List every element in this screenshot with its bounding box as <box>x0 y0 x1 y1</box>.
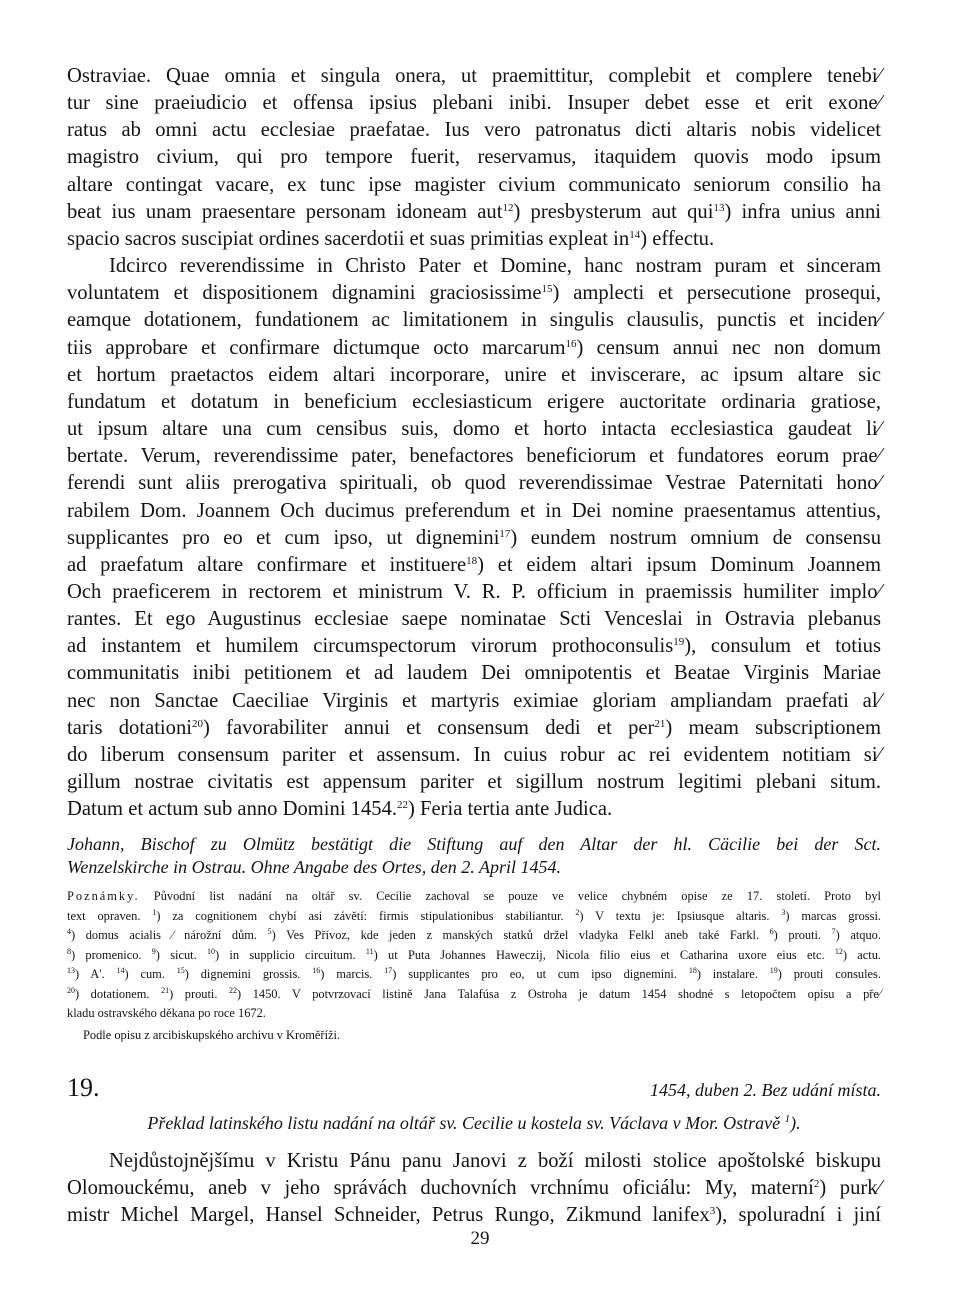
text-segment: fundatum et dotatum in beneficium ecclesiasticum erigere auctoritate ordinaria gratiose, <box>67 390 881 413</box>
note-text: ) prouti. <box>773 928 832 943</box>
document-date: 1454, duben 2. Bez udání místa. <box>650 1079 881 1100</box>
text-segment: eamque dotationem, fundationem ac limitationem in singulis clausulis, punctis et inciden⁄ <box>67 309 881 332</box>
footnote-ref: 14 <box>629 228 641 241</box>
note-number: 5 <box>267 927 272 937</box>
text-segment: Idcirco reverendissime in Christo Pater et Domine, hanc nostram puram et sinceram <box>109 255 881 278</box>
document-title <box>67 1113 881 1134</box>
text-segment: Olomouckému, aneb v jeho správách duchovních vrchnímu oficiálu: My, materní <box>67 1177 814 1200</box>
note-text: ) dignemini grossis. <box>184 967 313 982</box>
note-text: Původní list nadání na oltář sv. Cecilie zachoval se pouze ve velice chybném opise ze 17. století. Proto byl <box>139 889 881 904</box>
text-segment: bertate. Verum, reverendissime pater, benefactores beneficiorum et fundatores eorum prae⁄ <box>67 445 881 468</box>
note-text: ) instalare. <box>696 967 770 982</box>
text-segment: ) favorabiliter annui et consensum dedi et per <box>202 716 655 739</box>
text-segment: ) presbysterum aut qui <box>513 200 714 223</box>
note-line <box>67 985 881 1005</box>
page-content <box>67 63 881 1229</box>
text-line <box>67 1202 881 1229</box>
text-line <box>67 1175 881 1202</box>
note-text: ) za cognitionem chybí asi závětí: firmis stipulationibus stabiliantur. <box>156 908 576 923</box>
note-number: 4 <box>67 927 71 937</box>
text-line <box>67 796 881 823</box>
note-number: 20 <box>67 985 75 995</box>
text-line <box>67 498 881 525</box>
czech-translation <box>67 1148 881 1229</box>
text-segment: ratus ab omni actu ecclesiae praefatae. Ius vero patronatus dicti altaris nobis videlicet <box>67 119 881 142</box>
note-text: ) dotationem. <box>75 986 162 1001</box>
document-heading <box>67 1073 881 1103</box>
title-text: Překlad latinského listu nadání na oltář sv. Cecilie u kostela sv. Václava v Mor. Ostravě <box>147 1112 785 1133</box>
note-text: ) supplicantes pro eo, ut cum ipso dignemini. <box>392 967 689 982</box>
footnote-ref: 18 <box>466 554 478 567</box>
latin-paragraph-2 <box>67 253 881 823</box>
text-segment: ) amplecti et persecutione prosequi, <box>552 282 881 305</box>
text-segment: voluntatem et dispositionem dignamini graciosissime <box>67 282 542 305</box>
text-line <box>67 579 881 606</box>
note-text: ) cum. <box>124 967 177 982</box>
note-text: ) domus acialis ⁄ nárožní dům. <box>71 928 268 943</box>
note-number: 10 <box>206 946 215 956</box>
text-segment: ad instantem et humilem circumspectorum virorum prothoconsulis <box>67 635 674 658</box>
text-line <box>67 280 881 307</box>
text-line <box>67 253 881 280</box>
text-segment: Datum et actum sub anno Domini 1454. <box>67 798 398 821</box>
text-line <box>67 742 881 769</box>
note-text: ) V textu je: Ipsiusque altaris. <box>579 908 782 923</box>
text-segment: ad praefatum altare confirmare et instituere <box>67 553 467 576</box>
text-line <box>67 172 881 199</box>
note-text: ) Ves Přívoz, kde jeden z manských statků držel vladyka Felkl aneb také Farkl. <box>271 928 770 943</box>
text-segment: nec non Sanctae Caeciliae Virginis et martyris eximiae gloriam ampliandam praefati al⁄ <box>67 689 881 712</box>
note-number: 2 <box>575 907 580 917</box>
page-number: 29 <box>470 1228 490 1249</box>
text-segment: mistr Michel Margel, Hansel Schneider, Petrus Rungo, Zikmund lanifex <box>67 1204 710 1227</box>
text-line <box>67 715 881 742</box>
note-number: 17 <box>384 966 393 976</box>
text-line <box>67 525 881 552</box>
text-segment: supplicantes pro eo et cum ipso, ut dignemini <box>67 526 500 549</box>
text-line <box>67 226 881 253</box>
text-segment: spacio sacros suscipiat ordines sacerdotii et suas primitias expleat in <box>67 227 630 250</box>
text-line <box>67 90 881 117</box>
text-line <box>67 606 881 633</box>
note-text: ) sicut. <box>155 947 207 962</box>
note-text: ) atquo. <box>835 928 881 943</box>
text-line <box>67 199 881 226</box>
note-line <box>67 1004 881 1024</box>
footnote-ref: 15 <box>541 283 553 296</box>
text-segment: ut ipsum altare una cum censibus suis, domo et horto intacta ecclesiastica gaudeat li⁄ <box>67 418 881 441</box>
text-line <box>67 769 881 796</box>
text-segment: Ostraviae. Quae omnia et singula onera, ut praemittitur, complebit et complere tenebi⁄ <box>67 65 881 87</box>
text-line <box>67 63 881 90</box>
title-text: ). <box>790 1112 801 1133</box>
text-segment: Och praeficerem in rectorem et ministrum V. R. P. officium in praemissis humiliter implo⁄ <box>67 580 881 603</box>
text-line <box>67 307 881 334</box>
text-line <box>67 389 881 416</box>
footnote-ref: 1 <box>784 1112 791 1125</box>
note-text: ) promenico. <box>71 947 152 962</box>
text-line <box>67 416 881 443</box>
text-segment: ), consulum et totius <box>684 635 881 658</box>
text-segment: gillum nostrae civitatis est appensum pariter et sigillum nostrum legitimi plebani situm. <box>67 771 881 794</box>
text-segment: tiis approbare et confirmare dictumque octo marcarum <box>67 336 566 359</box>
text-segment: ) effectu. <box>640 227 715 250</box>
footnote-ref: 22 <box>397 799 409 812</box>
note-text: ) prouti. <box>169 986 230 1001</box>
text-segment: magistro civium, qui pro tempore fuerit, reservamus, itaquidem quovis modo ipsum <box>67 146 881 169</box>
footnote-ref: 17 <box>499 527 511 540</box>
text-line <box>67 443 881 470</box>
text-segment: ) infra unius anni <box>724 200 881 223</box>
footnote-ref: 21 <box>654 717 666 730</box>
note-text: ) 1450. V potvrzovací listině Jana Talafúsa z Ostroha je datum 1454 shodné s letopočtem opisu a pře⁄ <box>237 986 881 1001</box>
text-line <box>67 470 881 497</box>
footnote-ref: 3 <box>709 1205 716 1218</box>
german-summary <box>67 833 881 879</box>
text-line <box>67 144 881 171</box>
note-text: kladu ostravského děkana po roce 1672. <box>67 1006 266 1021</box>
note-number: 22 <box>229 985 238 995</box>
note-number: 18 <box>688 966 697 976</box>
document-number: 19. <box>67 1072 100 1102</box>
text-segment: et hortum praetactos eidem altari incorporare, unire et inviscerare, ac ipsum altare sic <box>67 363 881 386</box>
text-line <box>67 688 881 715</box>
text-segment: Nejdůstojnějšímu v Kristu Pánu panu Janovi z boží milosti stolice apoštolské biskupu <box>109 1149 881 1172</box>
footnote-ref: 12 <box>502 201 514 214</box>
text-segment: ) purk⁄ <box>819 1177 881 1200</box>
text-segment: beat ius unam praesentare personam idoneam aut <box>67 200 503 223</box>
note-line <box>67 907 881 927</box>
footnotes <box>67 887 881 1045</box>
note-number: 3 <box>781 907 786 917</box>
note-text: ) in supplicio circuitum. <box>214 947 366 962</box>
text-segment: do liberum consensum pariter et assensum. In cuius robur ac rei evidentem notitiam si⁄ <box>67 743 881 766</box>
note-line <box>67 965 881 985</box>
note-number: 1 <box>152 907 157 917</box>
note-text: text opraven. <box>67 908 153 923</box>
text-segment: ferendi sunt aliis prerogativa spirituali, ob quod reverendissimae Vestrae Paternitati hono⁄ <box>67 472 881 495</box>
note-text: ) prouti consules. <box>777 967 881 982</box>
text-segment: altare contingat vacare, ex tunc ipse magister civium communicato seniorum consilio ha <box>67 173 881 196</box>
text-segment: rantes. Et ego Augustinus ecclesiae saepe nominatae Scti Venceslai in Ostravia plebanus <box>67 608 881 631</box>
footnote-ref: 2 <box>813 1178 820 1191</box>
footnote-ref: 19 <box>673 636 685 649</box>
note-number: 6 <box>769 927 774 937</box>
footnote-ref: 13 <box>713 201 725 214</box>
text-line <box>67 633 881 660</box>
text-segment: taris dotationi <box>67 716 192 739</box>
summary-line: Johann, Bischof zu Olmütz bestätigt die Stiftung auf den Altar der hl. Cäcilie bei der Sct. <box>67 834 881 855</box>
note-number: 13 <box>67 966 75 976</box>
text-segment: tur sine praeiudicio et offensa ipsius plebani inibi. Insuper debet esse et erit exone⁄ <box>67 92 881 115</box>
note-text: ) ut Puta Johannes Haweczij, Nicola filio eius et Catharina uxore eius etc. <box>373 947 835 962</box>
text-segment: ) censum annui nec non domum <box>576 336 881 359</box>
source-note: Podle opisu z arcibiskupského archivu v Kroměříži. <box>83 1027 341 1042</box>
text-segment: ) Feria tertia ante Judica. <box>408 798 613 821</box>
text-line <box>67 362 881 389</box>
note-text: ) actu. <box>842 947 882 962</box>
note-line <box>67 926 881 946</box>
text-segment: communitatis inibi petitionem et ad laudem Dei omnipotentis et Beatae Virginis Mariae <box>67 662 881 685</box>
note-number: 16 <box>312 966 321 976</box>
text-segment: ) eundem nostrum omnium de consensu <box>510 526 881 549</box>
note-number: 9 <box>151 946 156 956</box>
note-number: 8 <box>67 946 71 956</box>
text-segment: rabilem Dom. Joannem Och ducimus preferendum et in Dei nomine praesentamus attentius, <box>67 499 881 522</box>
note-line <box>67 946 881 966</box>
note-number: 7 <box>831 927 836 937</box>
summary-line: Wenzelskirche in Ostrau. Ohne Angabe des Ortes, den 2. April 1454. <box>67 857 561 878</box>
note-text: ) marcas grossi. <box>785 908 881 923</box>
text-line <box>67 117 881 144</box>
footnote-ref: 16 <box>565 337 577 350</box>
note-number: 11 <box>365 946 374 956</box>
note-text: ) marcis. <box>320 967 385 982</box>
text-line <box>67 552 881 579</box>
text-segment: ) et eidem altari ipsum Dominum Joannem <box>477 553 881 576</box>
text-line <box>67 1148 881 1175</box>
footnote-ref: 20 <box>191 717 203 730</box>
note-line <box>67 887 881 907</box>
text-line <box>67 660 881 687</box>
text-segment: ), spoluradní i jiní <box>715 1204 881 1227</box>
note-text: ) A'. <box>75 967 117 982</box>
note-number: 19 <box>769 966 778 976</box>
note-number: 14 <box>116 966 125 976</box>
text-line <box>67 335 881 362</box>
text-segment: ) meam subscriptionem <box>665 716 881 739</box>
notes-label: Poznámky. <box>67 889 140 904</box>
note-number: 21 <box>161 985 170 995</box>
note-number: 12 <box>834 946 843 956</box>
note-number: 15 <box>176 966 185 976</box>
latin-paragraph-1 <box>67 63 881 253</box>
